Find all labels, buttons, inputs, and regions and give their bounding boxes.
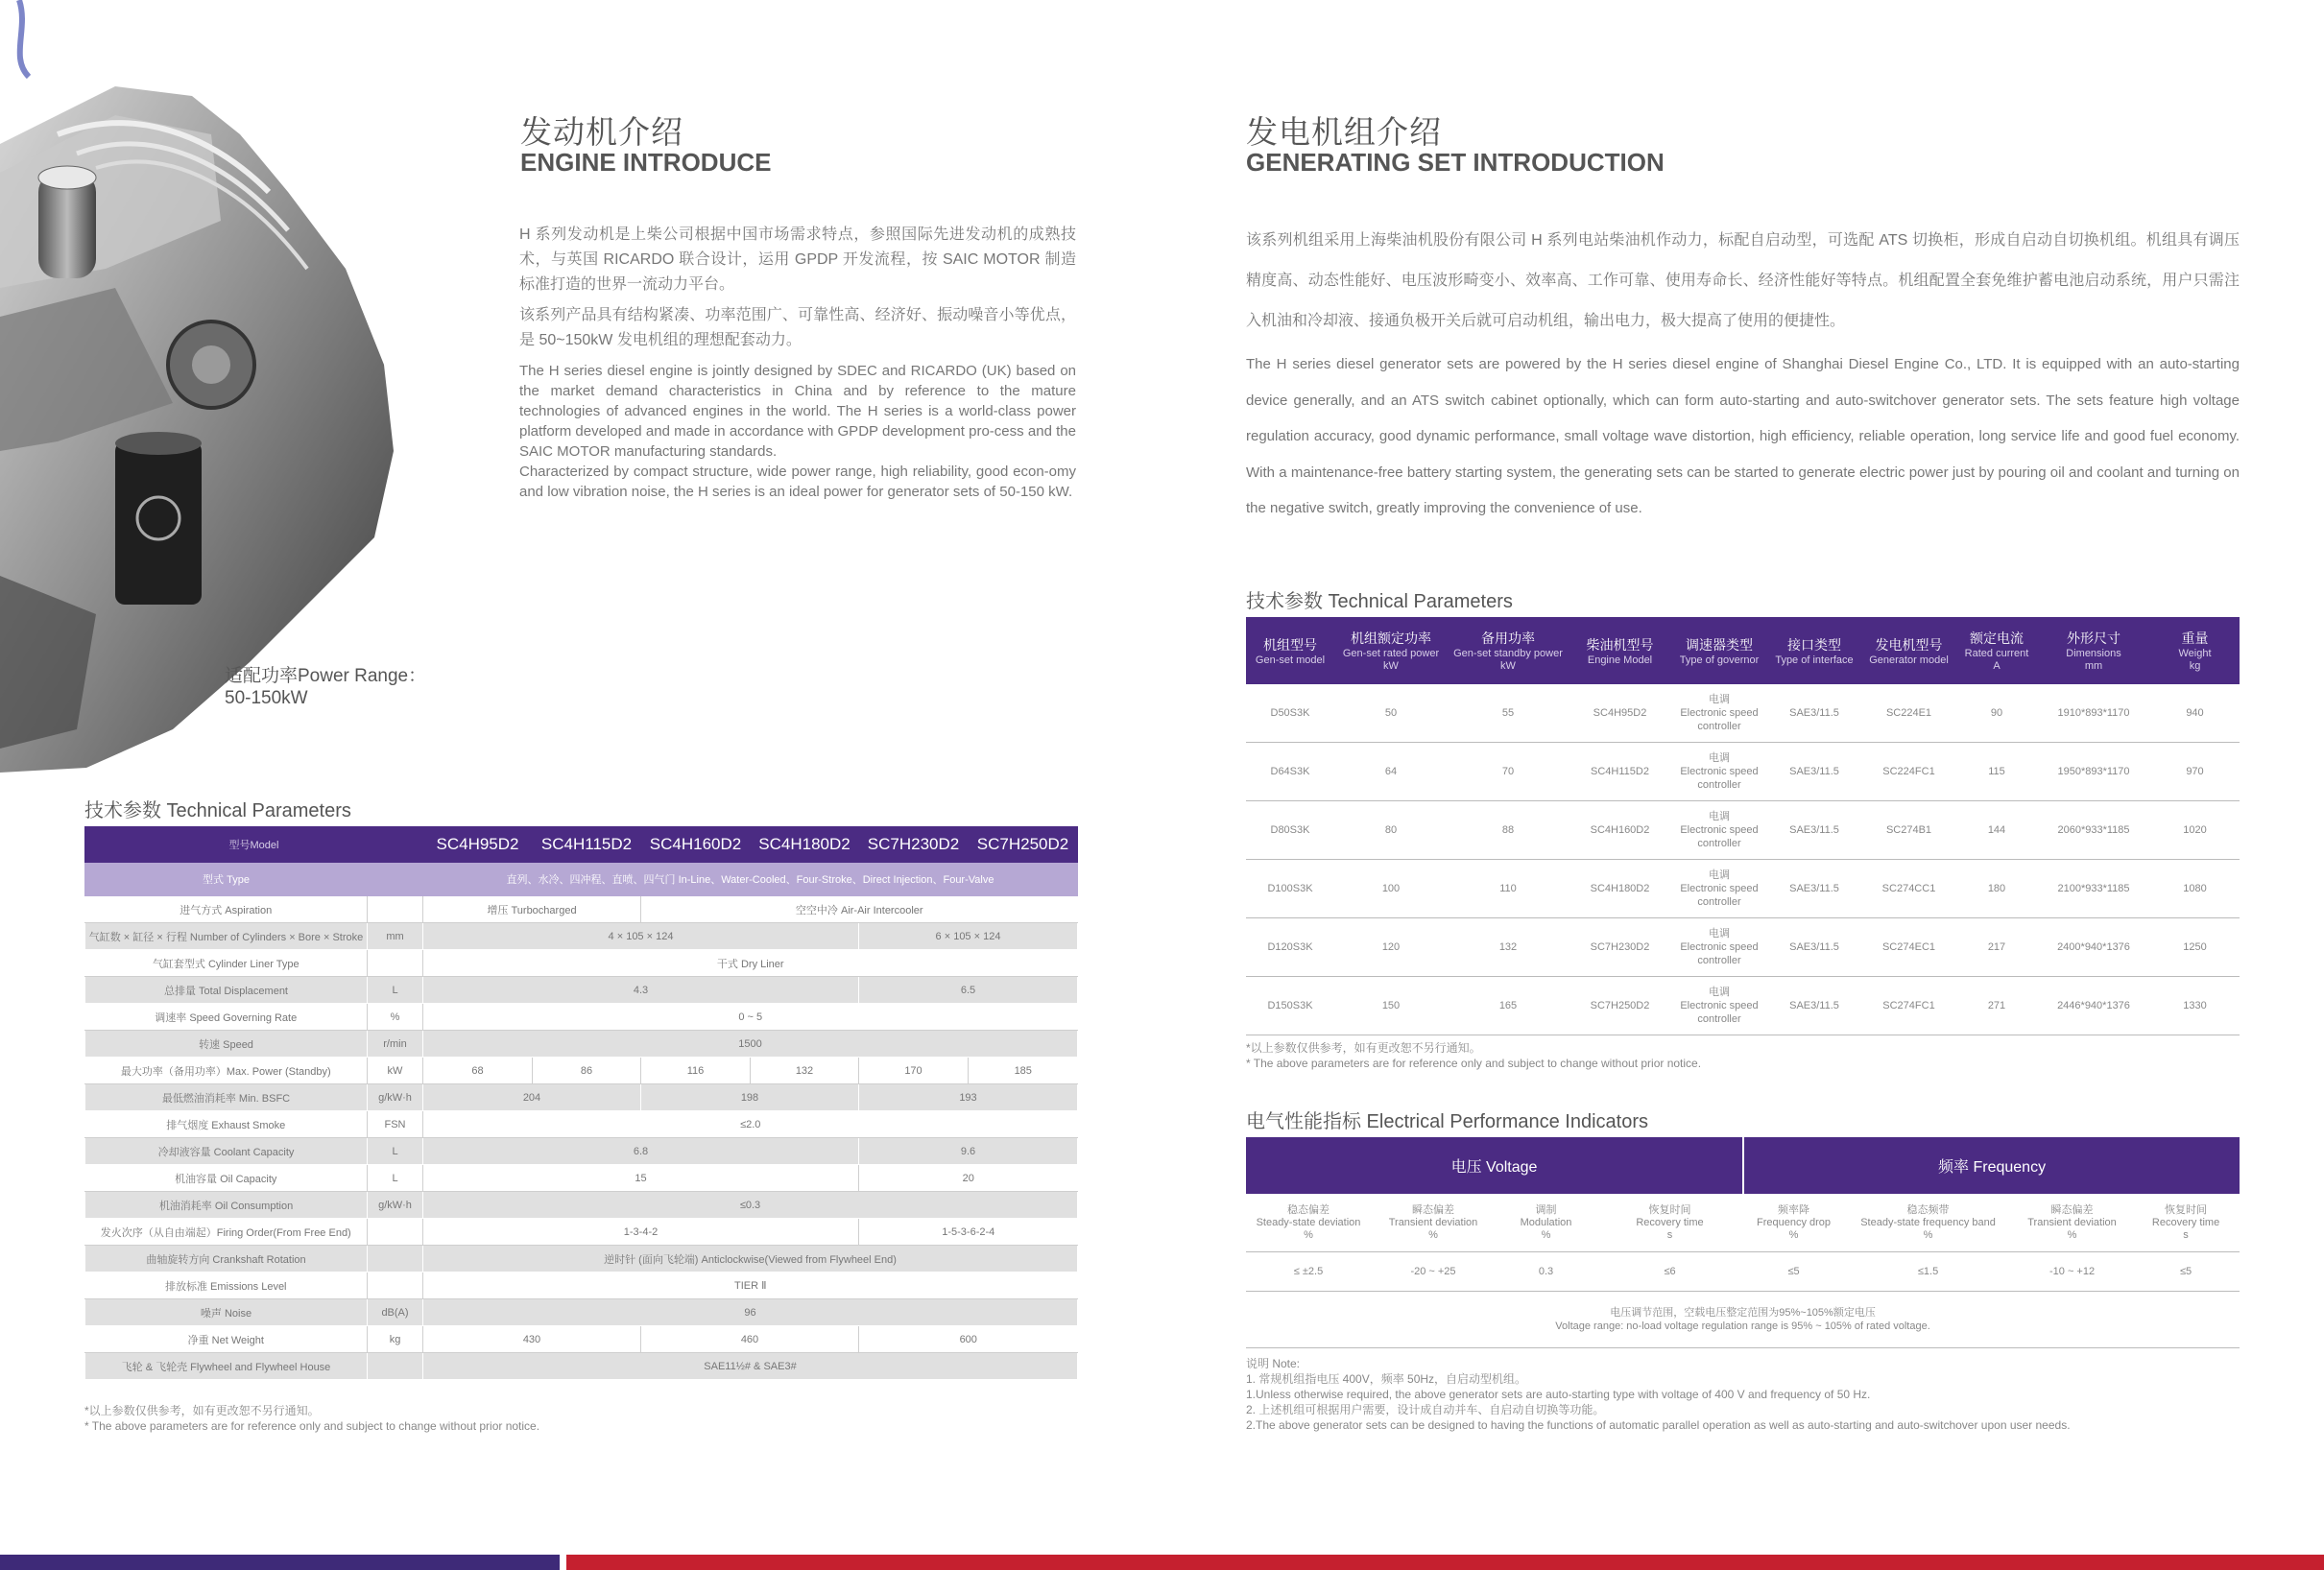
row-label: 冷却液容量 Coolant Capacity <box>85 1138 368 1165</box>
note-cn: *以上参数仅供参考，如有更改恕不另行通知。 <box>84 1404 320 1417</box>
row-label: 总排量 Total Displacement <box>85 977 368 1004</box>
cell: 2100*933*1185 <box>2037 860 2150 918</box>
model-cell: SC7H230D2 <box>859 827 969 863</box>
governor-cell: 电调 Electronic speed controller <box>1671 743 1767 801</box>
cell: SAE3/11.5 <box>1767 918 1861 977</box>
row-label: 净重 Net Weight <box>85 1326 368 1353</box>
group-header-row <box>1246 1137 2240 1194</box>
tech-table-title: 技术参数 Technical Parameters <box>1246 591 1513 612</box>
engine-title-en: ENGINE INTRODUCE <box>520 148 772 177</box>
note-line: 1.Unless otherwise required, the above generator sets are auto-starting type with voltage of 400 V and frequency of 50 Hz. <box>1246 1388 1871 1401</box>
table-row <box>85 1004 1078 1031</box>
row-label: 曲轴旋转方向 Crankshaft Rotation <box>85 1246 368 1273</box>
cell: SC4H115D2 <box>1569 743 1671 801</box>
cell: SC4H160D2 <box>1569 801 1671 860</box>
cell: SC4H95D2 <box>1569 684 1671 743</box>
row-label: 气缸数 × 缸径 × 行程 Number of Cylinders × Bore × Stroke <box>85 923 368 950</box>
cell: 180 <box>1956 860 2037 918</box>
cell: 干式 Dry Liner <box>423 950 1078 977</box>
table-row <box>85 977 1078 1004</box>
sub-header-row <box>1246 1194 2240 1252</box>
model-row <box>85 827 1078 863</box>
cell: 1-3-4-2 <box>423 1219 859 1246</box>
table-body <box>1246 684 2240 1035</box>
cell: 2400*940*1376 <box>2037 918 2150 977</box>
cell: SC224FC1 <box>1861 743 1956 801</box>
row-label: 气缸套型式 Cylinder Liner Type <box>85 950 368 977</box>
cell: 86 <box>533 1058 641 1084</box>
cell: 144 <box>1956 801 2037 860</box>
cell: 9.6 <box>859 1138 1078 1165</box>
electrical-performance-table <box>1246 1137 2240 1348</box>
cell: SC274B1 <box>1861 801 1956 860</box>
governor-cell: 电调 Electronic speed controller <box>1671 684 1767 743</box>
cell: 193 <box>859 1084 1078 1111</box>
row-label: 排气烟度 Exhaust Smoke <box>85 1111 368 1138</box>
cell: 120 <box>1334 918 1448 977</box>
table-row <box>1246 801 2240 860</box>
genset-para-cn: 该系列机组采用上海柴油机股份有限公司 H 系列电站柴油机作动力，标配自启动型，可选配 ATS 切换柜，形成自启动自切换机组。机组具有调压精度高、动态性能好、电压波形畸变小、效率高、工作可靠、使用寿命长、经济性能好等特点。机组配置全套免维护蓄电池启动系统，用户只需注入机油和冷却液、接通负极开关后就可启动机组，输出电力，极大提高了使用的便捷性。 <box>1246 232 2240 329</box>
cell: SC274FC1 <box>1861 977 1956 1035</box>
model-cell: SC4H160D2 <box>641 827 751 863</box>
row-label: 排放标准 Emissions Level <box>85 1273 368 1299</box>
table-row <box>1246 743 2240 801</box>
cell: 50 <box>1334 684 1448 743</box>
cell: 1080 <box>2150 860 2240 918</box>
cell: 70 <box>1448 743 1569 801</box>
table-row <box>1246 918 2240 977</box>
sub-header: 稳态偏差 Steady-state deviation % <box>1246 1194 1371 1252</box>
sub-header: 调制 Modulation % <box>1496 1194 1596 1252</box>
cell: 2446*940*1376 <box>2037 977 2150 1035</box>
cell: D50S3K <box>1246 684 1334 743</box>
values-row <box>1246 1252 2240 1292</box>
row-label: 型式 Type <box>85 863 368 896</box>
sub-header: 恢复时间 Recovery time s <box>1596 1194 1743 1252</box>
unit-cell: g/kW·h <box>368 1192 423 1219</box>
cell: 15 <box>423 1165 859 1192</box>
table-row <box>85 1353 1078 1380</box>
governor-cell: 电调 Electronic speed controller <box>1671 918 1767 977</box>
cell: 116 <box>641 1058 751 1084</box>
governor-cell: 电调 Electronic speed controller <box>1671 860 1767 918</box>
table-row <box>85 950 1078 977</box>
cell: 6.8 <box>423 1138 859 1165</box>
cell: SC4H180D2 <box>1569 860 1671 918</box>
cell: 空空中冷 Air-Air Intercooler <box>641 896 1078 923</box>
elec-table-title: 电气性能指标 Electrical Performance Indicators <box>1246 1111 1649 1132</box>
cell: SAE11½# & SAE3# <box>423 1353 1078 1380</box>
cell: 4.3 <box>423 977 859 1004</box>
cell: ≤1.5 <box>1844 1252 2012 1292</box>
cell: 132 <box>1448 918 1569 977</box>
cell: SAE3/11.5 <box>1767 743 1861 801</box>
table-row <box>85 1165 1078 1192</box>
cell: 增压 Turbocharged <box>423 896 641 923</box>
column-header: 机组型号 Gen-set model <box>1246 617 1334 684</box>
cell: 198 <box>641 1084 859 1111</box>
cell: 0.3 <box>1496 1252 1596 1292</box>
table-row <box>85 1058 1078 1084</box>
row-label: 调速率 Speed Governing Rate <box>85 1004 368 1031</box>
notes <box>1246 1356 2071 1433</box>
column-header: 重量 Weight kg <box>2150 617 2240 684</box>
type-value: 直列、水冷、四冲程、直喷、四气门 In-Line、Water-Cooled、Four-Stroke、Direct Injection、Four-Valve <box>423 863 1078 896</box>
type-row <box>85 863 1078 896</box>
unit-cell: kW <box>368 1058 423 1084</box>
cell: D64S3K <box>1246 743 1334 801</box>
row-label: 机油消耗率 Oil Consumption <box>85 1192 368 1219</box>
cell: 1500 <box>423 1031 1078 1058</box>
row-label: 飞轮 & 飞轮壳 Flywheel and Flywheel House <box>85 1353 368 1380</box>
cell: D150S3K <box>1246 977 1334 1035</box>
cell: 110 <box>1448 860 1569 918</box>
table-row <box>85 1031 1078 1058</box>
unit-cell: % <box>368 1004 423 1031</box>
model-cell: SC4H180D2 <box>751 827 859 863</box>
genset-title-en: GENERATING SET INTRODUCTION <box>1246 148 1665 177</box>
cell: D100S3K <box>1246 860 1334 918</box>
genset-parameters-table <box>1246 617 2240 1035</box>
table-row <box>85 1219 1078 1246</box>
column-header: 柴油机型号 Engine Model <box>1569 617 1671 684</box>
table-row <box>1246 684 2240 743</box>
cell: 6 × 105 × 124 <box>859 923 1078 950</box>
engine-para-cn-2: 该系列产品具有结构紧凑、功率范围广、可靠性高、经济好、振动噪音小等优点，是 50~150kW 发电机组的理想配套动力。 <box>519 307 1076 348</box>
note-cn: *以上参数仅供参考，如有更改恕不另行通知。 <box>1246 1041 1481 1055</box>
footer-bar-red <box>566 1555 2324 1570</box>
column-header: 备用功率 Gen-set standby power kW <box>1448 617 1569 684</box>
range-row <box>1246 1292 2240 1348</box>
cell: 132 <box>751 1058 859 1084</box>
cell: 115 <box>1956 743 2037 801</box>
power-range-label: 适配功率Power Range： <box>225 666 427 686</box>
cell: 1-5-3-6-2-4 <box>859 1219 1078 1246</box>
cell: 80 <box>1334 801 1448 860</box>
notes-title: 说明 Note: <box>1246 1357 1301 1370</box>
cell: ≤ ±2.5 <box>1246 1252 1371 1292</box>
range-en: Voltage range: no-load voltage regulation range is 95% ~ 105% of rated voltage. <box>1555 1320 1930 1332</box>
model-cell: SC7H250D2 <box>969 827 1078 863</box>
table-row <box>85 923 1078 950</box>
left-table-title: 技术参数 Technical Parameters <box>84 800 351 821</box>
row-label: 转速 Speed <box>85 1031 368 1058</box>
cell: 430 <box>423 1326 641 1353</box>
cell: 2060*933*1185 <box>2037 801 2150 860</box>
row-label: 最大功率（备用功率）Max. Power (Standby) <box>85 1058 368 1084</box>
unit-cell: r/min <box>368 1031 423 1058</box>
cell: 1020 <box>2150 801 2240 860</box>
column-header: 发电机型号 Generator model <box>1861 617 1956 684</box>
table-row <box>85 1111 1078 1138</box>
cell: SC7H230D2 <box>1569 918 1671 977</box>
cell: 20 <box>859 1165 1078 1192</box>
table-row <box>85 1273 1078 1299</box>
engine-para-cn-1: H 系列发动机是上柴公司根据中国市场需求特点，参照国际先进发动机的成熟技术，与英国 RICARDO 联合设计，运用 GPDP 开发流程，按 SAIC MOTOR 制造标准打造的世界一流动力平台。 <box>519 226 1076 293</box>
note-line: 2. 上述机组可根据用户需要，设计成自动并车、自启动自切换等功能。 <box>1246 1403 1605 1416</box>
column-header: 机组额定功率 Gen-set rated power kW <box>1334 617 1448 684</box>
table-row <box>85 896 1078 923</box>
row-label: 机油容量 Oil Capacity <box>85 1165 368 1192</box>
cell: 185 <box>969 1058 1078 1084</box>
cell: 100 <box>1334 860 1448 918</box>
cell: 1950*893*1170 <box>2037 743 2150 801</box>
cell: D120S3K <box>1246 918 1334 977</box>
unit-cell: L <box>368 1165 423 1192</box>
row-label: 进气方式 Aspiration <box>85 896 368 923</box>
unit-cell: FSN <box>368 1111 423 1138</box>
cell: 1910*893*1170 <box>2037 684 2150 743</box>
table-row <box>85 1084 1078 1111</box>
engine-illustration <box>0 0 413 773</box>
sub-header: 恢复时间 Recovery time s <box>2132 1194 2240 1252</box>
cell: SC7H250D2 <box>1569 977 1671 1035</box>
power-range-value: 50-150kW <box>225 688 308 708</box>
table-row <box>85 1138 1078 1165</box>
table-row <box>85 1326 1078 1353</box>
row-label: 噪声 Noise <box>85 1299 368 1326</box>
unit-cell: g/kW·h <box>368 1084 423 1111</box>
column-header: 接口类型 Type of interface <box>1767 617 1861 684</box>
row-label: 发火次序（从自由端起）Firing Order(From Free End) <box>85 1219 368 1246</box>
unit-cell: kg <box>368 1326 423 1353</box>
cell: SAE3/11.5 <box>1767 860 1861 918</box>
cell: ≤5 <box>1743 1252 1844 1292</box>
column-header: 额定电流 Rated current A <box>1956 617 2037 684</box>
governor-cell: 电调 Electronic speed controller <box>1671 801 1767 860</box>
header-row <box>1246 617 2240 684</box>
frequency-header: 频率 Frequency <box>1743 1137 2240 1194</box>
sub-header: 频率降 Frequency drop % <box>1743 1194 1844 1252</box>
cell: 4 × 105 × 124 <box>423 923 859 950</box>
cell: 970 <box>2150 743 2240 801</box>
cell: 逆时针 (面向飞轮端) Anticlockwise(Viewed from Flywheel End) <box>423 1246 1078 1273</box>
cell: SC274CC1 <box>1861 860 1956 918</box>
engine-parameters-table <box>84 826 1078 1380</box>
cell: ≤6 <box>1596 1252 1743 1292</box>
range-cn: 电压调节范围，空载电压整定范围为95%~105%额定电压 <box>1610 1307 1876 1319</box>
governor-cell: 电调 Electronic speed controller <box>1671 977 1767 1035</box>
cell: 90 <box>1956 684 2037 743</box>
cell: 204 <box>423 1084 641 1111</box>
cell: SAE3/11.5 <box>1767 801 1861 860</box>
cell: 150 <box>1334 977 1448 1035</box>
voltage-header: 电压 Voltage <box>1246 1137 1743 1194</box>
cell: ≤2.0 <box>423 1111 1078 1138</box>
sub-header: 瞬态偏差 Transient deviation % <box>1371 1194 1496 1252</box>
note-line: 1. 常规机组指电压 400V，频率 50Hz，自启动型机组。 <box>1246 1372 1527 1386</box>
cell: D80S3K <box>1246 801 1334 860</box>
cell: 1250 <box>2150 918 2240 977</box>
cell: 55 <box>1448 684 1569 743</box>
unit-cell: L <box>368 977 423 1004</box>
note-en: * The above parameters are for reference only and subject to change without prior notice. <box>1246 1057 1702 1070</box>
cell: 170 <box>859 1058 969 1084</box>
cell: 940 <box>2150 684 2240 743</box>
model-cell: SC4H115D2 <box>533 827 641 863</box>
model-cell: SC4H95D2 <box>423 827 533 863</box>
column-header: 外形尺寸 Dimensions mm <box>2037 617 2150 684</box>
cell: TIER Ⅱ <box>423 1273 1078 1299</box>
engine-para-en-1: The H series diesel engine is jointly designed by SDEC and RICARDO (UK) based on the market demand characteristics in China and by reference to the mature technologies of advanced engines in the world. The H series is a world-class power platform developed and made in accordance with GPDP development pro-cess and the SAIC MOTOR manufacturing standards. <box>519 363 1076 460</box>
cell: 96 <box>423 1299 1078 1326</box>
column-header: 调速器类型 Type of governor <box>1671 617 1767 684</box>
cell: ≤5 <box>2132 1252 2240 1292</box>
table-row <box>85 1299 1078 1326</box>
table-row <box>1246 977 2240 1035</box>
genset-title-cn: 发电机组介绍 <box>1246 114 1442 150</box>
note-line: 2.The above generator sets can be designed to having the functions of automatic parallel operation as well as auto-starting and auto-switchover upon user needs. <box>1246 1418 2071 1432</box>
left-note <box>84 1403 539 1434</box>
unit-cell: dB(A) <box>368 1299 423 1326</box>
footer-bar-purple <box>0 1555 560 1570</box>
cell: 1330 <box>2150 977 2240 1035</box>
table-row <box>85 1246 1078 1273</box>
cell: SC224E1 <box>1861 684 1956 743</box>
cell: 460 <box>641 1326 859 1353</box>
model-label: 型号Model <box>85 827 423 863</box>
sub-header: 瞬态偏差 Transient deviation % <box>2012 1194 2132 1252</box>
table-row <box>85 1192 1078 1219</box>
cell: SAE3/11.5 <box>1767 977 1861 1035</box>
note-en: * The above parameters are for reference only and subject to change without prior notice. <box>84 1419 540 1433</box>
cell: 217 <box>1956 918 2037 977</box>
cell: 88 <box>1448 801 1569 860</box>
cell: 68 <box>423 1058 533 1084</box>
unit-cell: mm <box>368 923 423 950</box>
voltage-range <box>1246 1292 2240 1348</box>
cell: SAE3/11.5 <box>1767 684 1861 743</box>
genset-para-en: The H series diesel generator sets are powered by the H series diesel engine of Shanghai Diesel Engine Co., LTD. It is equipped with an auto-starting device generally, and an ATS switch cabinet optionally, which can form auto-starting and auto-switchover generator sets. The sets feature high voltage regulation accuracy, good dynamic performance, small voltage wave distortion, high efficiency, reliable operation, long service life and good fuel economy. With a maintenance-free battery starting system, the generating sets can be started to generate electric power just by pouring oil and coolant and turning on the negative switch, greatly improving the convenience of use. <box>1246 356 2240 516</box>
cell: ≤0.3 <box>423 1192 1078 1219</box>
power-range <box>225 665 426 709</box>
unit-cell: L <box>368 1138 423 1165</box>
cell: -10 ~ +12 <box>2012 1252 2132 1292</box>
cell: 64 <box>1334 743 1448 801</box>
cell: 0 ~ 5 <box>423 1004 1078 1031</box>
cell: -20 ~ +25 <box>1371 1252 1496 1292</box>
table-row <box>1246 860 2240 918</box>
sub-header: 稳态频带 Steady-state frequency band % <box>1844 1194 2012 1252</box>
cell: SC274EC1 <box>1861 918 1956 977</box>
engine-para-en-2: Characterized by compact structure, wide power range, high reliability, good econ-omy and low vibration noise, the H series is an ideal power for generator sets of 50-150 kW. <box>519 464 1076 500</box>
cell: 600 <box>859 1326 1078 1353</box>
tech-note <box>1246 1040 1701 1071</box>
cell: 271 <box>1956 977 2037 1035</box>
row-label: 最低燃油消耗率 Min. BSFC <box>85 1084 368 1111</box>
cell: 6.5 <box>859 977 1078 1004</box>
cell: 165 <box>1448 977 1569 1035</box>
engine-title-cn: 发动机介绍 <box>520 114 683 150</box>
